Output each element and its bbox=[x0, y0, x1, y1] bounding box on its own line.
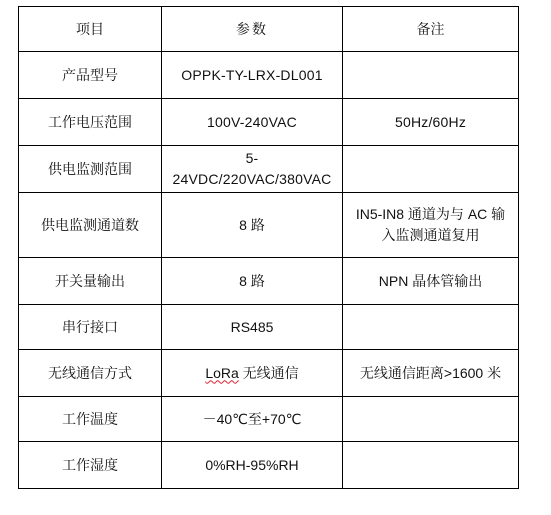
row-param: 8 路 bbox=[162, 258, 343, 305]
lora-text: LoRa bbox=[205, 364, 239, 381]
row-item: 供电监测范围 bbox=[19, 146, 162, 193]
row-remark bbox=[343, 52, 519, 99]
row-remark bbox=[343, 305, 519, 350]
row-item: 供电监测通道数 bbox=[19, 193, 162, 258]
table-row bbox=[19, 305, 519, 350]
row-param: OPPK-TY-LRX-DL001 bbox=[162, 52, 343, 99]
table-row bbox=[19, 258, 519, 305]
row-param: RS485 bbox=[162, 305, 343, 350]
table-row bbox=[19, 442, 519, 489]
row-remark: 50Hz/60Hz bbox=[343, 99, 519, 146]
row-item: 串行接口 bbox=[19, 305, 162, 350]
row-param: 8 路 bbox=[162, 193, 343, 258]
row-item: 工作温度 bbox=[19, 397, 162, 442]
row-item: 工作湿度 bbox=[19, 442, 162, 489]
row-item: 工作电压范围 bbox=[19, 99, 162, 146]
table-row bbox=[19, 193, 519, 258]
table-row bbox=[19, 146, 519, 193]
table-row bbox=[19, 99, 519, 146]
row-remark: 无线通信距离>1600 米 bbox=[343, 350, 519, 397]
wireless-text: 无线通信 bbox=[238, 364, 299, 381]
row-param: －40℃至+70℃ bbox=[162, 397, 343, 442]
table-header-row bbox=[19, 7, 519, 52]
row-param: 100V-240VAC bbox=[162, 99, 343, 146]
table-row bbox=[19, 350, 519, 397]
row-item: 开关量输出 bbox=[19, 258, 162, 305]
header-param: 参数 bbox=[162, 7, 343, 52]
row-remark: IN5-IN8 通道为与 AC 输入监测通道复用 bbox=[343, 193, 519, 258]
row-param: 5-24VDC/220VAC/380VAC bbox=[162, 146, 343, 193]
header-item: 项目 bbox=[19, 7, 162, 52]
row-param bbox=[162, 350, 343, 397]
table-row bbox=[19, 52, 519, 99]
header-remark: 备注 bbox=[343, 7, 519, 52]
row-item: 产品型号 bbox=[19, 52, 162, 99]
row-remark bbox=[343, 442, 519, 489]
row-remark bbox=[343, 397, 519, 442]
row-param: 0%RH-95%RH bbox=[162, 442, 343, 489]
table-row bbox=[19, 397, 519, 442]
row-remark: NPN 晶体管输出 bbox=[343, 258, 519, 305]
spec-table bbox=[18, 6, 519, 489]
row-remark bbox=[343, 146, 519, 193]
row-item: 无线通信方式 bbox=[19, 350, 162, 397]
